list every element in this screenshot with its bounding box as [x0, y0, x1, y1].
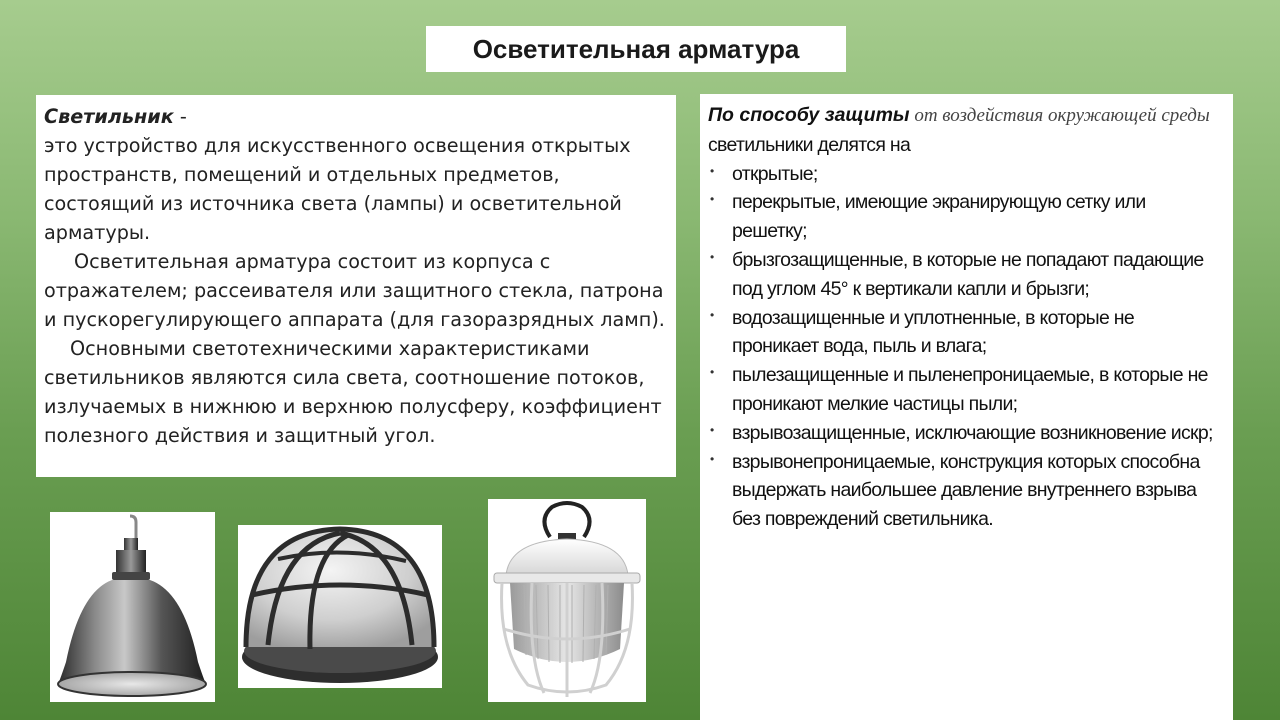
definition-panel	[36, 95, 676, 477]
caged-hanging-lamp-photo	[488, 499, 646, 702]
protection-panel	[700, 94, 1233, 720]
bullet-icon: •	[710, 192, 714, 207]
round-caged-ceiling-lamp-icon	[238, 525, 442, 688]
title-box	[426, 26, 846, 72]
bullet-icon: •	[710, 249, 714, 264]
characteristics-paragraph	[44, 334, 668, 450]
definition-text: это устройство для искусственного освещения открытых пространств, помещений и отдельных предметов, состоящий из источника света (лампы) и осветительной арматуры.	[44, 134, 631, 244]
protection-item-text: взрывозащищенные, исключающие возникновение искр;	[732, 421, 1213, 444]
protection-item-text: взрывонепроницаемые, конструкция которых способна выдержать наибольшее давление внутреннего взрыва без повреждений светильника.	[732, 450, 1200, 531]
protection-lead-rest: светильники делятся на	[708, 133, 911, 156]
protection-item-text: брызгозащищенные, в которые не попадают падающие под углом 45° к вертикали капли и брызги;	[732, 248, 1204, 300]
caged-ceiling-lamp-photo	[238, 525, 442, 688]
protection-item-text: водозащищенные и уплотненные, в которые не проникает вода, пыль и влага;	[732, 306, 1135, 358]
protection-item-text: перекрытые, имеющие экранирующую сетку или решетку;	[732, 191, 1146, 243]
protection-list-item	[708, 160, 1225, 189]
bullet-icon: •	[710, 307, 714, 322]
metal-dome-pendant-lamp-icon	[50, 512, 215, 702]
characteristics-text: Основными светотехническими характеристиками светильников являются сила света, соотношение потоков, излучаемых в нижнюю и верхнюю полусферу, коэффициент полезного действия и защитный угол.	[44, 337, 662, 447]
pendant-lamp-photo	[50, 512, 215, 702]
arматура-paragraph	[44, 247, 668, 334]
protection-lead: По способу защиты	[708, 104, 910, 126]
protection-list-item	[708, 448, 1225, 534]
composition-text: Осветительная арматура состоит из корпуса с отражателем; рассеивателя или защитного стекла, патрона и пускорегулирующего аппарата (для газоразрядных ламп).	[44, 250, 665, 331]
bullet-icon: •	[710, 365, 714, 380]
protection-item-text: открытые;	[732, 162, 818, 185]
protection-list-item	[708, 419, 1225, 448]
protection-list-item	[708, 304, 1225, 362]
definition-paragraph	[44, 102, 668, 247]
protection-list-item	[708, 188, 1225, 246]
caged-hanging-glass-lamp-icon	[488, 499, 646, 702]
protection-list-item	[708, 361, 1225, 419]
protection-intro	[708, 101, 1225, 160]
definition-term: Светильник	[44, 105, 174, 128]
bullet-icon: •	[710, 451, 714, 466]
protection-lead-serif: от воздействия окружающей среды	[909, 105, 1210, 126]
definition-dash: -	[173, 105, 187, 128]
protection-list-item	[708, 246, 1225, 304]
protection-item-text: пылезащищенные и пыленепроницаемые, в которые не проникают мелкие частицы пыли;	[732, 364, 1208, 415]
protection-list	[708, 160, 1225, 534]
page-title: Осветительная арматура	[472, 33, 800, 64]
bullet-icon: •	[710, 163, 714, 178]
bullet-icon: •	[710, 422, 714, 437]
